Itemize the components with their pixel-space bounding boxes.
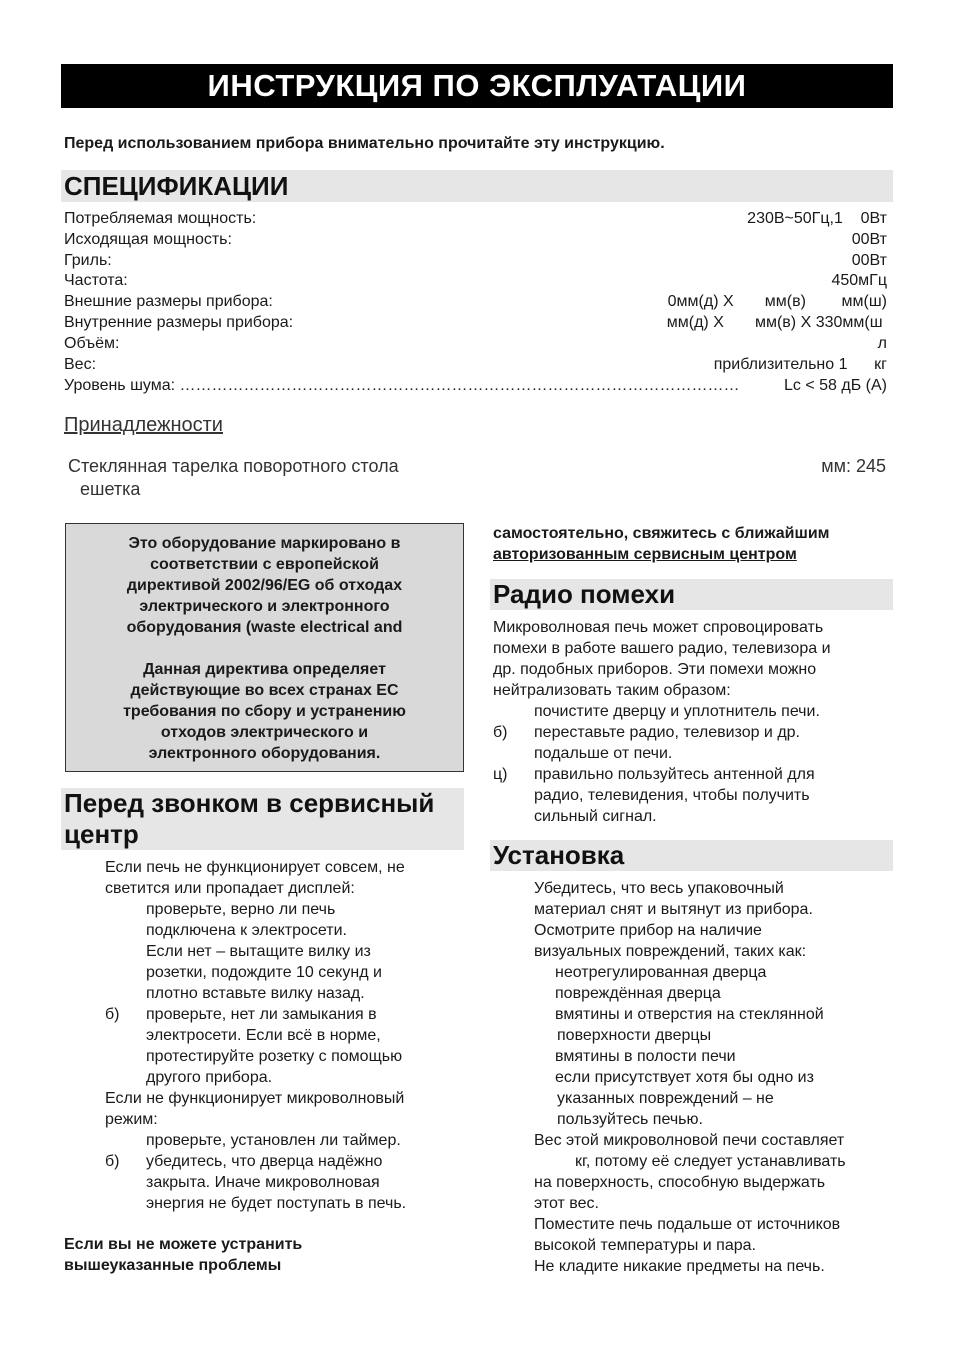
radio-heading — [490, 579, 893, 610]
spec-label: Уровень шума: …………………………………………………………………………………………… — [64, 377, 740, 394]
spec-value: 00Вт — [851, 252, 887, 269]
service-text: розетки, подождите 10 секунд и — [146, 964, 382, 981]
install-text: если присутствует хотя бы одно из — [555, 1069, 814, 1086]
service-contact-text: самостоятельно, свяжитесь с ближайшим — [493, 525, 830, 542]
list-marker: б) — [105, 1006, 120, 1023]
install-text: Осмотрите прибор на наличие — [534, 922, 762, 939]
service-text: электросети. Если всё в норме, — [146, 1027, 381, 1044]
notice-line: оборудования (waste electrical and — [126, 619, 403, 636]
spec-label: Вес: — [64, 356, 97, 373]
list-marker: ц) — [493, 766, 508, 783]
spec-label: Объём: — [64, 335, 120, 352]
service-footer: вышеуказанные проблемы — [64, 1257, 282, 1274]
spec-value: приблизительно 1 кг — [713, 356, 887, 373]
notice-line: электрического и электронного — [139, 598, 390, 615]
install-text: Не кладите никакие предметы на печь. — [534, 1258, 825, 1275]
install-text: кг, потому её следует устанавливать — [575, 1153, 846, 1170]
service-text: режим: — [105, 1111, 158, 1128]
spec-row — [64, 270, 887, 291]
install-text: визуальных повреждений, таких как: — [534, 943, 807, 960]
intro-text: Перед использованием прибора внимательно прочитайте эту инструкцию. — [64, 135, 665, 152]
service-text: закрыта. Иначе микроволновая — [146, 1174, 380, 1191]
radio-text: подальше от печи. — [534, 745, 673, 762]
notice-line: Это оборудование маркировано в — [128, 535, 401, 552]
spec-value: л — [877, 335, 887, 352]
notice-line: требования по сбору и устранению — [123, 703, 406, 720]
spec-value: 0мм(д) Х мм(в) мм(ш) — [667, 293, 887, 310]
radio-heading-text: Радио помехи — [493, 579, 676, 609]
service-text: Если не функционирует микроволновый — [105, 1090, 405, 1107]
spec-row — [64, 229, 887, 250]
page-title-banner — [61, 64, 893, 108]
radio-text: сильный сигнал. — [534, 808, 657, 825]
spec-row — [64, 291, 887, 312]
install-text: пользуйтесь печью. — [557, 1111, 703, 1128]
spec-row — [64, 375, 887, 396]
spec-label: Внешние размеры прибора: — [64, 293, 273, 310]
install-text: повреждённая дверца — [555, 985, 721, 1002]
install-text: вмятины и отверстия на стеклянной — [555, 1006, 824, 1023]
spec-label: Внутренние размеры прибора: — [64, 314, 294, 331]
service-text: другого прибора. — [146, 1069, 273, 1086]
service-text: светится или пропадает дисплей: — [105, 880, 355, 897]
radio-text: Микроволновая печь может спровоцировать — [493, 619, 824, 636]
service-text: проверьте, верно ли печь — [146, 901, 336, 918]
service-text: протестируйте розетку с помощью — [146, 1048, 403, 1065]
spec-value: 450мГц — [831, 272, 887, 289]
weee-notice-box — [65, 523, 464, 772]
spec-value: 230В~50Гц,1 0Вт — [747, 210, 887, 227]
notice-line: действующие во всех странах ЕС — [130, 682, 399, 699]
install-heading-text: Установка — [493, 840, 625, 870]
install-text: высокой температуры и пара. — [534, 1237, 756, 1254]
spec-label: Потребляемая мощность: — [64, 210, 257, 227]
service-footer: Если вы не можете устранить — [64, 1236, 303, 1253]
spec-value: 00Вт — [851, 231, 887, 248]
list-marker: б) — [105, 1153, 120, 1170]
spec-label: Гриль: — [64, 252, 112, 269]
notice-line: электронного оборудования. — [148, 745, 381, 762]
accessories-heading: Принадлежности — [64, 414, 223, 436]
accessory-item: Стеклянная тарелка поворотного стола — [68, 456, 399, 476]
specs-heading-text: СПЕЦИФИКАЦИИ — [64, 171, 289, 201]
radio-text: правильно пользуйтесь антенной для — [534, 766, 815, 783]
service-text: плотно вставьте вилку назад. — [146, 985, 365, 1002]
install-text: неотрегулированная дверца — [555, 964, 767, 981]
specs-heading — [61, 170, 893, 202]
radio-text: др. подобных приборов. Эти помехи можно — [493, 661, 817, 678]
install-text: вмятины в полости печи — [555, 1048, 736, 1065]
spec-label: Частота: — [64, 272, 128, 289]
spec-row — [64, 208, 887, 229]
spec-value: Lc < 58 дБ (А) — [779, 377, 887, 394]
install-text: Поместите печь подальше от источников — [534, 1216, 841, 1233]
spec-row — [64, 333, 887, 354]
spec-row — [64, 250, 887, 271]
service-text: убедитесь, что дверца надёжно — [146, 1153, 383, 1170]
spec-value: мм(д) Х мм(в) Х 330мм(ш — [666, 314, 887, 331]
install-text: этот вес. — [534, 1195, 599, 1212]
notice-line: соответствии с европейской — [150, 556, 379, 573]
radio-text: нейтрализовать таким образом: — [493, 682, 731, 699]
page-title: ИНСТРУКЦИЯ ПО ЭКСПЛУАТАЦИИ — [207, 68, 747, 103]
install-text: поверхности дверцы — [557, 1027, 712, 1044]
accessory-size: мм: 245 — [821, 456, 886, 476]
install-text: Вес этой микроволновой печи составляет — [534, 1132, 845, 1149]
service-text: проверьте, нет ли замыкания в — [146, 1006, 377, 1023]
service-heading-line: центр — [64, 819, 139, 849]
install-heading — [490, 840, 893, 871]
radio-text: радио, телевидения, чтобы получить — [534, 787, 810, 804]
radio-text: почистите дверцу и уплотнитель печи. — [534, 703, 820, 720]
radio-text: помехи в работе вашего радио, телевизора и — [493, 640, 831, 657]
install-text: указанных повреждений – не — [557, 1090, 774, 1107]
notice-line: отходов электрического и — [160, 724, 369, 741]
notice-line: директивой 2002/96/EG об отходах — [126, 577, 403, 594]
service-contact-text: авторизованным сервисным центром — [493, 546, 797, 563]
spec-row — [64, 312, 887, 333]
accessory-item: ешетка — [80, 479, 141, 499]
service-heading — [61, 788, 464, 850]
service-text: энергия не будет поступать в печь. — [146, 1195, 407, 1212]
service-heading-line: Перед звонком в сервисный — [64, 788, 435, 818]
service-text: проверьте, установлен ли таймер. — [146, 1132, 401, 1149]
service-text: Если нет – вытащите вилку из — [146, 943, 371, 960]
install-text: Убедитесь, что весь упаковочный — [534, 880, 784, 897]
radio-text: переставьте радио, телевизор и др. — [534, 724, 800, 741]
service-text: Если печь не функционирует совсем, не — [105, 859, 405, 876]
spec-row — [64, 354, 887, 375]
notice-line: Данная директива определяет — [143, 661, 386, 678]
list-marker: б) — [493, 724, 508, 741]
install-text: на поверхность, способную выдержать — [534, 1174, 826, 1191]
install-text: материал снят и вытянут из прибора. — [534, 901, 813, 918]
spec-label: Исходящая мощность: — [64, 231, 232, 248]
service-text: подключена к электросети. — [146, 922, 347, 939]
